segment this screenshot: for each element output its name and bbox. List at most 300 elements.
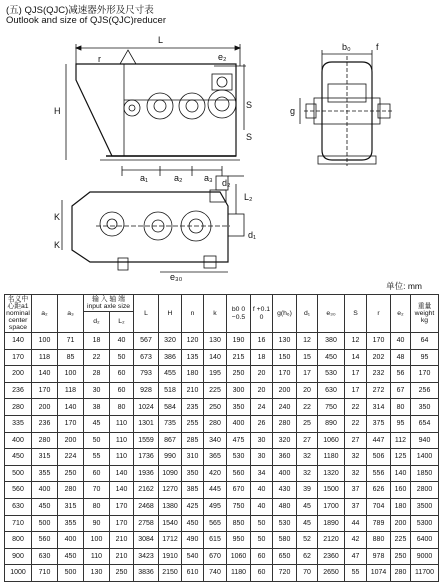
table-cell: 5300 <box>411 515 439 532</box>
table-cell: 560 <box>32 532 58 549</box>
table-row <box>5 498 439 515</box>
table-cell: 180 <box>391 498 411 515</box>
table-cell: 20 <box>251 382 273 399</box>
table-cell: 170 <box>273 366 297 383</box>
table-cell: 140 <box>110 482 134 499</box>
table-cell: 210 <box>110 532 134 549</box>
table-cell: 735 <box>159 415 182 432</box>
col-L2: L₂ <box>110 312 134 333</box>
table-cell: 22 <box>297 399 318 416</box>
table-cell: 24 <box>251 399 273 416</box>
table-cell: 22 <box>345 399 367 416</box>
table-cell: 400 <box>227 415 251 432</box>
col-a2: a₂ <box>32 295 58 333</box>
table-cell: 45 <box>297 515 318 532</box>
table-cell: 16 <box>251 333 273 350</box>
table-cell: 365 <box>204 449 227 466</box>
table-cell: 20 <box>251 366 273 383</box>
table-cell: 900 <box>5 548 32 565</box>
table-row <box>5 565 439 582</box>
table-row <box>5 482 439 499</box>
table-cell: 200 <box>32 399 58 416</box>
table-cell: 280 <box>58 482 84 499</box>
table-cell: 556 <box>367 465 391 482</box>
table-cell: 64 <box>411 333 439 350</box>
dim-e3: e₃₀ <box>170 272 183 282</box>
table-cell: 400 <box>32 482 58 499</box>
table-cell: 500 <box>58 565 84 582</box>
table-cell: 789 <box>367 515 391 532</box>
table-cell: 80 <box>84 498 110 515</box>
table-cell: 11700 <box>411 565 439 582</box>
table-cell: 34 <box>251 465 273 482</box>
table-cell: 1910 <box>159 548 182 565</box>
table-cell: 118 <box>58 382 84 399</box>
table-cell: 45 <box>84 415 110 432</box>
table-cell: 1890 <box>318 515 345 532</box>
table-cell: 670 <box>204 548 227 565</box>
dim-r: r <box>98 54 101 64</box>
table-row <box>5 382 439 399</box>
table-cell: 62 <box>297 548 318 565</box>
table-cell: 140 <box>5 333 32 350</box>
col-center: 名义中心距a1 nominal center space <box>6 295 30 332</box>
dim-a2: a₂ <box>174 173 183 183</box>
table-cell: 2150 <box>159 565 182 582</box>
table-cell: 750 <box>227 498 251 515</box>
table-cell: 60 <box>84 465 110 482</box>
table-cell: 210 <box>182 382 204 399</box>
table-cell: 2758 <box>134 515 159 532</box>
table-cell: 90 <box>84 515 110 532</box>
table-cell: 71 <box>58 333 84 350</box>
table-cell: 1074 <box>367 565 391 582</box>
table-cell: 1024 <box>134 399 159 416</box>
table-cell: 255 <box>182 415 204 432</box>
table-cell: 315 <box>32 449 58 466</box>
table-cell: 60 <box>110 366 134 383</box>
table-cell: 584 <box>159 399 182 416</box>
dim-L: L <box>158 35 164 45</box>
table-cell: 45 <box>297 498 318 515</box>
table-cell: 18 <box>251 349 273 366</box>
col-L: L <box>134 295 159 333</box>
table-cell: 880 <box>367 532 391 549</box>
table-cell: 430 <box>273 482 297 499</box>
col-f: f +0.1 0 <box>251 295 273 333</box>
col-e2: e₂ <box>391 295 411 333</box>
col-g: g(h₆) <box>273 295 297 333</box>
table-cell: 170 <box>110 515 134 532</box>
table-cell: 580 <box>273 532 297 549</box>
table-cell: 38 <box>84 399 110 416</box>
table-cell: 1850 <box>411 465 439 482</box>
table-cell: 250 <box>227 366 251 383</box>
table-cell: 32 <box>345 465 367 482</box>
dim-e2: e₂ <box>218 52 227 62</box>
unit-label: 单位: mm <box>386 281 422 291</box>
table-cell: 232 <box>367 366 391 383</box>
table-cell: 30 <box>251 449 273 466</box>
table-row <box>5 465 439 482</box>
table-cell: 455 <box>159 366 182 383</box>
table-cell: 1060 <box>318 432 345 449</box>
table-row <box>5 399 439 416</box>
table-cell: 567 <box>134 333 159 350</box>
table-cell: 355 <box>58 515 84 532</box>
table-cell: 110 <box>110 432 134 449</box>
table-cell: 256 <box>411 382 439 399</box>
table-row <box>5 349 439 366</box>
table-cell: 350 <box>227 399 251 416</box>
table-cell: 60 <box>110 382 134 399</box>
table-cell: 17 <box>345 366 367 383</box>
table-cell: 2360 <box>318 548 345 565</box>
table-cell: 190 <box>227 333 251 350</box>
table-cell: 40 <box>251 482 273 499</box>
table-cell: 250 <box>110 565 134 582</box>
table-cell: 200 <box>273 382 297 399</box>
table-cell: 250 <box>58 465 84 482</box>
dim-d2: d₂ <box>222 178 231 188</box>
table-cell: 18 <box>84 333 110 350</box>
table-cell: 3836 <box>134 565 159 582</box>
table-cell: 210 <box>110 548 134 565</box>
table-cell: 654 <box>411 415 439 432</box>
table-cell: 350 <box>411 399 439 416</box>
dim-b0: b₀ <box>342 42 351 52</box>
table-cell: 530 <box>227 449 251 466</box>
table-cell: 52 <box>297 532 318 549</box>
table-cell: 720 <box>273 565 297 582</box>
table-cell: 40 <box>251 498 273 515</box>
table-cell: 40 <box>110 333 134 350</box>
table-cell: 37 <box>345 498 367 515</box>
table-cell: 565 <box>204 515 227 532</box>
dim-S-upper: S <box>246 100 253 110</box>
table-cell: 540 <box>182 548 204 565</box>
col-a3: a₃ <box>58 295 84 333</box>
table-cell: 1060 <box>227 548 251 565</box>
col-d2: d₂ <box>84 312 110 333</box>
table-cell: 70 <box>297 565 318 582</box>
table-cell: 30 <box>251 432 273 449</box>
table-cell: 280 <box>32 432 58 449</box>
table-cell: 1180 <box>318 449 345 466</box>
table-cell: 495 <box>204 498 227 515</box>
dim-d1: d₁ <box>248 230 257 240</box>
table-cell: 240 <box>273 399 297 416</box>
table-cell: 280 <box>5 399 32 416</box>
table-cell: 280 <box>391 565 411 582</box>
col-H: H <box>159 295 182 333</box>
table-cell: 320 <box>159 333 182 350</box>
reducer-drawing <box>0 0 430 280</box>
col-e3: e₃₀ <box>318 295 345 333</box>
table-row <box>5 415 439 432</box>
table-cell: 1559 <box>134 432 159 449</box>
table-cell: 518 <box>159 382 182 399</box>
table-cell: 39 <box>297 482 318 499</box>
table-cell: 140 <box>32 366 58 383</box>
table-cell: 1936 <box>134 465 159 482</box>
table-cell: 673 <box>134 349 159 366</box>
table-cell: 235 <box>182 399 204 416</box>
dim-S-lower: S <box>246 132 253 142</box>
table-cell: 375 <box>367 415 391 432</box>
table-cell: 50 <box>84 432 110 449</box>
table-cell: 32 <box>345 449 367 466</box>
table-cell: 1000 <box>5 565 32 582</box>
col-input-group: 输 入 轴 端 input axle size <box>84 295 134 312</box>
table-row <box>5 333 439 350</box>
table-cell: 135 <box>182 349 204 366</box>
table-cell: 100 <box>84 532 110 549</box>
table-cell: 3084 <box>134 532 159 549</box>
table-cell: 55 <box>345 565 367 582</box>
table-cell: 12 <box>345 333 367 350</box>
table-cell: 170 <box>411 366 439 383</box>
table-cell: 100 <box>58 366 84 383</box>
table-cell: 37 <box>345 482 367 499</box>
table-cell: 315 <box>58 498 84 515</box>
dim-g: g <box>290 106 296 116</box>
table-cell: 170 <box>367 333 391 350</box>
page-title: (五) QJS(QJC)减速器外形及尺寸表 <box>6 5 154 16</box>
dim-K-upper: K <box>54 212 61 222</box>
table-cell: 445 <box>204 482 227 499</box>
table-cell: 60 <box>251 548 273 565</box>
table-cell: 140 <box>391 465 411 482</box>
spec-table <box>4 294 439 582</box>
table-cell: 48 <box>391 349 411 366</box>
table-cell: 1380 <box>159 498 182 515</box>
dim-L2: L₂ <box>244 192 253 202</box>
table-cell: 867 <box>159 432 182 449</box>
col-r: r <box>367 295 391 333</box>
table-cell: 630 <box>5 498 32 515</box>
table-cell: 25 <box>297 415 318 432</box>
table-cell: 17 <box>345 382 367 399</box>
table-cell: 3423 <box>134 548 159 565</box>
table-cell: 320 <box>273 432 297 449</box>
table-cell: 225 <box>391 532 411 549</box>
page-subtitle: Outlook and size of QJS(QJC)reducer <box>6 15 166 26</box>
table-cell: 560 <box>5 482 32 499</box>
dim-a1: a₁ <box>140 173 149 183</box>
dim-H: H <box>54 106 61 116</box>
table-cell: 130 <box>204 333 227 350</box>
table-cell: 250 <box>391 548 411 565</box>
table-cell: 506 <box>367 449 391 466</box>
table-cell: 400 <box>5 432 32 449</box>
table-cell: 9000 <box>411 548 439 565</box>
table-cell: 2800 <box>411 482 439 499</box>
table-cell: 285 <box>182 432 204 449</box>
table-cell: 6400 <box>411 532 439 549</box>
table-cell: 630 <box>32 548 58 565</box>
table-cell: 22 <box>345 415 367 432</box>
table-cell: 425 <box>182 498 204 515</box>
table-cell: 150 <box>273 349 297 366</box>
table-cell: 2162 <box>134 482 159 499</box>
table-cell: 310 <box>182 449 204 466</box>
table-cell: 30 <box>84 382 110 399</box>
table-cell: 50 <box>251 532 273 549</box>
table-cell: 450 <box>58 548 84 565</box>
table-cell: 928 <box>134 382 159 399</box>
table-cell: 3500 <box>411 498 439 515</box>
table-cell: 70 <box>84 482 110 499</box>
table-cell: 14 <box>345 349 367 366</box>
table-cell: 1090 <box>159 465 182 482</box>
table-cell: 236 <box>5 382 32 399</box>
table-cell: 32 <box>297 449 318 466</box>
table-cell: 1301 <box>134 415 159 432</box>
table-cell: 710 <box>32 565 58 582</box>
table-cell: 225 <box>204 382 227 399</box>
col-n: n <box>182 295 204 333</box>
table-cell: 280 <box>204 415 227 432</box>
table-row <box>5 548 439 565</box>
table-row <box>5 449 439 466</box>
table-cell: 27 <box>345 432 367 449</box>
table-cell: 112 <box>391 432 411 449</box>
table-cell: 420 <box>204 465 227 482</box>
table-cell: 250 <box>204 399 227 416</box>
table-cell: 1540 <box>159 515 182 532</box>
table-cell: 130 <box>84 565 110 582</box>
table-cell: 1712 <box>159 532 182 549</box>
table-cell: 140 <box>204 349 227 366</box>
table-cell: 20 <box>297 382 318 399</box>
table-cell: 40 <box>391 333 411 350</box>
table-cell: 500 <box>5 465 32 482</box>
table-cell: 978 <box>367 548 391 565</box>
table-cell: 47 <box>345 548 367 565</box>
table-cell: 2468 <box>134 498 159 515</box>
table-row <box>5 432 439 449</box>
table-cell: 400 <box>58 532 84 549</box>
table-cell: 350 <box>182 465 204 482</box>
table-cell: 940 <box>411 432 439 449</box>
table-cell: 630 <box>318 382 345 399</box>
col-weight: 重量 weight kg <box>411 295 439 333</box>
table-cell: 100 <box>32 333 58 350</box>
table-cell: 50 <box>251 515 273 532</box>
table-cell: 355 <box>32 465 58 482</box>
table-cell: 650 <box>273 548 297 565</box>
table-cell: 950 <box>227 532 251 549</box>
table-cell: 140 <box>58 399 84 416</box>
table-cell: 110 <box>84 548 110 565</box>
table-cell: 300 <box>227 382 251 399</box>
table-cell: 400 <box>273 465 297 482</box>
table-cell: 1400 <box>411 449 439 466</box>
table-cell: 2650 <box>318 565 345 582</box>
table-cell: 118 <box>32 349 58 366</box>
table-cell: 530 <box>318 366 345 383</box>
table-cell: 670 <box>227 482 251 499</box>
table-cell: 272 <box>367 382 391 399</box>
table-cell: 170 <box>5 349 32 366</box>
table-cell: 32 <box>297 465 318 482</box>
table-cell: 120 <box>182 333 204 350</box>
table-cell: 140 <box>110 465 134 482</box>
table-cell: 530 <box>273 515 297 532</box>
table-cell: 200 <box>391 515 411 532</box>
table-cell: 170 <box>110 498 134 515</box>
table-cell: 80 <box>391 399 411 416</box>
table-cell: 385 <box>182 482 204 499</box>
table-cell: 1736 <box>134 449 159 466</box>
table-cell: 500 <box>32 515 58 532</box>
table-cell: 44 <box>345 515 367 532</box>
dim-f: f <box>376 42 379 52</box>
table-cell: 110 <box>110 449 134 466</box>
table-cell: 95 <box>411 349 439 366</box>
table-cell: 130 <box>273 333 297 350</box>
table-cell: 1180 <box>227 565 251 582</box>
table-cell: 85 <box>58 349 84 366</box>
table-cell: 450 <box>5 449 32 466</box>
table-cell: 26 <box>251 415 273 432</box>
table-cell: 170 <box>32 382 58 399</box>
table-row <box>5 515 439 532</box>
table-cell: 22 <box>84 349 110 366</box>
table-cell: 710 <box>5 515 32 532</box>
table-cell: 224 <box>58 449 84 466</box>
table-cell: 67 <box>391 382 411 399</box>
table-cell: 180 <box>182 366 204 383</box>
table-cell: 170 <box>58 415 84 432</box>
table-cell: 80 <box>110 399 134 416</box>
table-cell: 626 <box>367 482 391 499</box>
table-row <box>5 532 439 549</box>
table-cell: 490 <box>182 532 204 549</box>
table-cell: 386 <box>159 349 182 366</box>
table-cell: 42 <box>345 532 367 549</box>
table-cell: 200 <box>5 366 32 383</box>
table-cell: 340 <box>204 432 227 449</box>
table-cell: 750 <box>318 399 345 416</box>
table-cell: 2120 <box>318 532 345 549</box>
table-cell: 215 <box>227 349 251 366</box>
table-cell: 202 <box>367 349 391 366</box>
table-row <box>5 366 439 383</box>
table-cell: 15 <box>297 349 318 366</box>
table-cell: 615 <box>204 532 227 549</box>
table-cell: 12 <box>297 333 318 350</box>
table-cell: 335 <box>5 415 32 432</box>
table-cell: 160 <box>391 482 411 499</box>
table-cell: 125 <box>391 449 411 466</box>
col-k: k <box>204 295 227 333</box>
table-cell: 380 <box>318 333 345 350</box>
table-cell: 60 <box>251 565 273 582</box>
table-cell: 704 <box>367 498 391 515</box>
spec-table-body <box>5 333 439 582</box>
table-cell: 236 <box>32 415 58 432</box>
table-cell: 447 <box>367 432 391 449</box>
table-cell: 450 <box>318 349 345 366</box>
table-cell: 450 <box>182 515 204 532</box>
table-cell: 55 <box>84 449 110 466</box>
table-cell: 1700 <box>318 498 345 515</box>
table-cell: 850 <box>227 515 251 532</box>
table-cell: 50 <box>110 349 134 366</box>
table-cell: 195 <box>204 366 227 383</box>
